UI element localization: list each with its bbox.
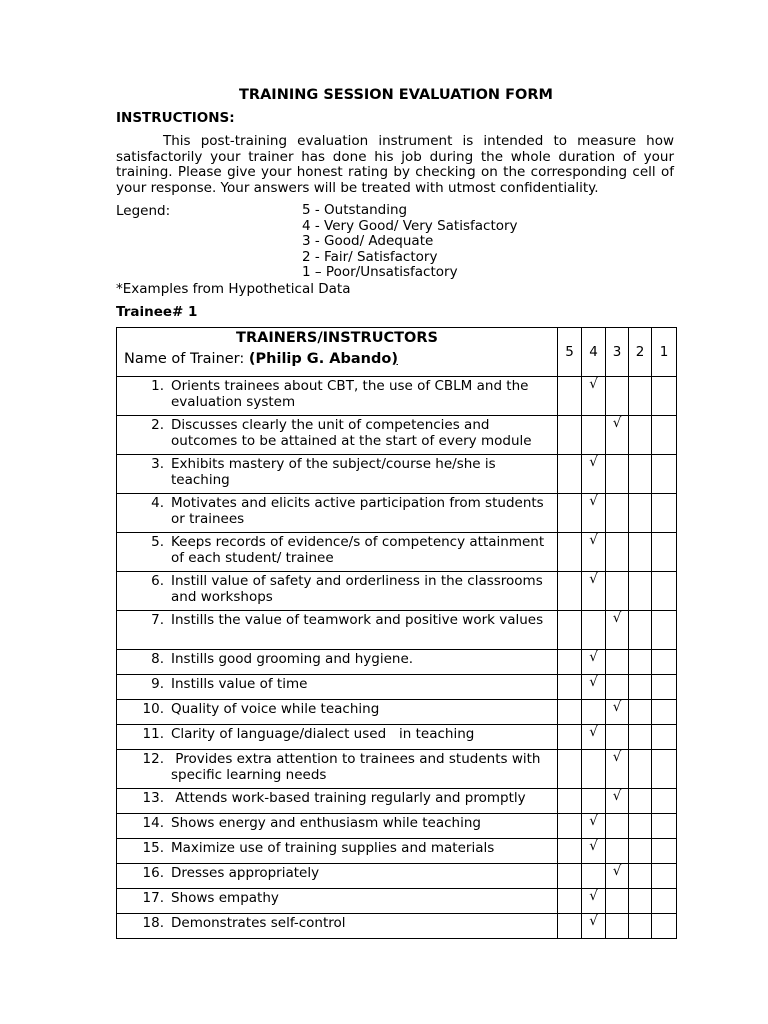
trainer-name-line xyxy=(117,351,557,367)
check-mark: √ xyxy=(589,532,598,548)
rating-cell-5[interactable] xyxy=(558,455,582,494)
table-row xyxy=(117,377,677,416)
rating-cell-5[interactable] xyxy=(558,889,582,914)
evaluation-table xyxy=(116,327,677,939)
legend-item: 3 - Good/ Adequate xyxy=(302,233,434,249)
rating-cell-2[interactable] xyxy=(629,377,652,416)
rating-cell-4[interactable] xyxy=(582,572,606,611)
check-mark: √ xyxy=(589,838,598,854)
rating-cell-1[interactable] xyxy=(652,914,677,939)
rating-cell-3[interactable] xyxy=(606,377,629,416)
trainer-name: (Philip G. Abando xyxy=(248,351,392,367)
criterion-cell xyxy=(117,700,558,725)
rating-cell-1[interactable] xyxy=(652,377,677,416)
criterion-number: 14. xyxy=(142,815,164,831)
rating-cell-1[interactable] xyxy=(652,572,677,611)
rating-cell-3[interactable] xyxy=(606,725,629,750)
criterion-number: 7. xyxy=(151,612,164,628)
rating-cell-4[interactable] xyxy=(582,611,606,650)
criterion-number: 16. xyxy=(142,865,164,881)
criterion-text: Shows energy and enthusiasm while teaching xyxy=(171,815,481,831)
rating-cell-5[interactable] xyxy=(558,700,582,725)
criterion-number: 12. xyxy=(142,751,164,767)
rating-cell-2[interactable] xyxy=(629,572,652,611)
criterion-cell xyxy=(117,864,558,889)
rating-cell-4[interactable] xyxy=(582,416,606,455)
rating-cell-1[interactable] xyxy=(652,533,677,572)
rating-cell-3[interactable] xyxy=(606,889,629,914)
rating-cell-1[interactable] xyxy=(652,864,677,889)
trainers-heading: TRAINERS/INSTRUCTORS xyxy=(236,330,438,346)
rating-cell-4[interactable] xyxy=(582,377,606,416)
rating-cell-3[interactable] xyxy=(606,914,629,939)
criterion-number: 17. xyxy=(142,890,164,906)
criterion-text: Keeps records of evidence/s of competency attainment of each student/ trainee xyxy=(171,534,549,566)
rating-cell-3[interactable] xyxy=(606,572,629,611)
rating-cell-5[interactable] xyxy=(558,814,582,839)
rating-cell-3[interactable] xyxy=(606,455,629,494)
criterion-cell xyxy=(117,814,558,839)
rating-cell-5[interactable] xyxy=(558,377,582,416)
check-mark: √ xyxy=(589,649,598,665)
rating-cell-5[interactable] xyxy=(558,864,582,889)
criterion-text: Quality of voice while teaching xyxy=(171,701,380,717)
legend-item: 1 – Poor/Unsatisfactory xyxy=(302,264,458,280)
criterion-number: 8. xyxy=(151,651,164,667)
examples-note: *Examples from Hypothetical Data xyxy=(116,281,351,297)
rating-cell-3[interactable] xyxy=(606,750,629,789)
criterion-number: 15. xyxy=(142,840,164,856)
criterion-number: 5. xyxy=(151,534,164,550)
trainer-header-cell xyxy=(117,328,558,377)
criterion-cell xyxy=(117,675,558,700)
rating-cell-5[interactable] xyxy=(558,416,582,455)
check-mark: √ xyxy=(589,888,598,904)
rating-cell-1[interactable] xyxy=(652,416,677,455)
rating-cell-4[interactable] xyxy=(582,700,606,725)
criterion-text: Attends work-based training regularly and promptly xyxy=(171,790,526,806)
criterion-cell xyxy=(117,494,558,533)
rating-cell-2[interactable] xyxy=(629,889,652,914)
criterion-number: 3. xyxy=(151,456,164,472)
rating-cell-1[interactable] xyxy=(652,700,677,725)
criterion-text: Exhibits mastery of the subject/course he/she is teaching xyxy=(171,456,500,488)
rating-cell-1[interactable] xyxy=(652,839,677,864)
criterion-cell xyxy=(117,377,558,416)
check-mark: √ xyxy=(589,376,598,392)
table-row xyxy=(117,914,677,939)
check-mark: √ xyxy=(612,699,622,715)
rating-cell-5[interactable] xyxy=(558,839,582,864)
criterion-cell xyxy=(117,750,558,789)
criterion-text: Dresses appropriately xyxy=(171,865,320,881)
rating-cell-4[interactable] xyxy=(582,750,606,789)
rating-cell-2[interactable] xyxy=(629,650,652,675)
criterion-text: Discusses clearly the unit of competencies and outcomes to be attained at the start of every module xyxy=(171,417,532,449)
rating-cell-2[interactable] xyxy=(629,611,652,650)
rating-cell-3[interactable] xyxy=(606,700,629,725)
table-row xyxy=(117,455,677,494)
rating-cell-4[interactable] xyxy=(582,725,606,750)
table-row xyxy=(117,750,677,789)
check-mark: √ xyxy=(589,724,598,740)
criterion-number: 9. xyxy=(151,676,164,692)
criterion-text: Demonstrates self-control xyxy=(171,915,346,931)
criterion-number: 13. xyxy=(142,790,164,806)
criterion-text: Shows empathy xyxy=(171,890,279,906)
legend-item: 2 - Fair/ Satisfactory xyxy=(302,248,438,265)
rating-cell-4[interactable] xyxy=(582,814,606,839)
criterion-text: Instills the value of teamwork and positive work values xyxy=(171,612,544,628)
rating-cell-3[interactable] xyxy=(606,533,629,572)
check-mark: √ xyxy=(589,571,598,587)
criterion-text: Instills value of time xyxy=(171,676,308,692)
rating-header-4: 4 xyxy=(582,328,606,377)
instructions-paragraph: This post-training evaluation instrument is intended to measure how satisfactorily your trainer has done his job during the whole duration of your training. Please give your honest rating by checking on the corresponding cell of your response. Your answers will be treated with utmost confidentiality. xyxy=(116,133,674,196)
rating-cell-1[interactable] xyxy=(652,494,677,533)
rating-cell-2[interactable] xyxy=(629,839,652,864)
rating-cell-4[interactable] xyxy=(582,494,606,533)
rating-cell-3[interactable] xyxy=(606,789,629,814)
rating-cell-5[interactable] xyxy=(558,750,582,789)
rating-cell-2[interactable] xyxy=(629,416,652,455)
check-mark: √ xyxy=(612,610,622,626)
criterion-cell xyxy=(117,839,558,864)
rating-header-1: 1 xyxy=(652,328,677,377)
table-row xyxy=(117,889,677,914)
criterion-cell xyxy=(117,889,558,914)
check-mark: √ xyxy=(589,674,598,690)
criterion-number: 11. xyxy=(142,726,164,742)
criteria-list xyxy=(117,377,677,939)
rating-cell-4[interactable] xyxy=(582,675,606,700)
rating-cell-3[interactable] xyxy=(606,494,629,533)
rating-cell-3[interactable] xyxy=(606,650,629,675)
rating-cell-5[interactable] xyxy=(558,675,582,700)
criterion-cell xyxy=(117,572,558,611)
rating-cell-2[interactable] xyxy=(629,814,652,839)
criterion-text: Provides extra attention to trainees and students with specific learning needs xyxy=(171,751,545,783)
rating-cell-3[interactable] xyxy=(606,839,629,864)
legend-label: Legend: xyxy=(116,203,171,219)
check-mark: √ xyxy=(589,454,598,470)
rating-cell-2[interactable] xyxy=(629,864,652,889)
rating-cell-3[interactable] xyxy=(606,814,629,839)
rating-cell-2[interactable] xyxy=(629,455,652,494)
table-row xyxy=(117,864,677,889)
table-row xyxy=(117,416,677,455)
criterion-number: 10. xyxy=(142,701,164,717)
criterion-cell xyxy=(117,416,558,455)
table-row xyxy=(117,789,677,814)
criterion-cell xyxy=(117,455,558,494)
criterion-number: 4. xyxy=(151,495,164,511)
rating-cell-1[interactable] xyxy=(652,650,677,675)
rating-cell-2[interactable] xyxy=(629,700,652,725)
rating-cell-2[interactable] xyxy=(629,533,652,572)
rating-cell-2[interactable] xyxy=(629,675,652,700)
rating-cell-4[interactable] xyxy=(582,455,606,494)
table-row xyxy=(117,839,677,864)
rating-cell-2[interactable] xyxy=(629,750,652,789)
check-mark: √ xyxy=(612,415,622,431)
criterion-cell xyxy=(117,533,558,572)
rating-cell-1[interactable] xyxy=(652,889,677,914)
criterion-cell xyxy=(117,789,558,814)
legend-item: 4 - Very Good/ Very Satisfactory xyxy=(302,217,518,234)
criterion-text: Motivates and elicits active participation from students or trainees xyxy=(171,495,548,527)
rating-cell-1[interactable] xyxy=(652,725,677,750)
rating-cell-1[interactable] xyxy=(652,675,677,700)
table-row xyxy=(117,814,677,839)
rating-cell-3[interactable] xyxy=(606,611,629,650)
rating-cell-5[interactable] xyxy=(558,789,582,814)
rating-cell-2[interactable] xyxy=(629,494,652,533)
rating-cell-5[interactable] xyxy=(558,914,582,939)
rating-cell-5[interactable] xyxy=(558,725,582,750)
check-mark: √ xyxy=(589,913,598,929)
criterion-number: 2. xyxy=(151,417,164,433)
criterion-text: Maximize use of training supplies and materials xyxy=(171,840,495,856)
rating-header-5: 5 xyxy=(558,328,582,377)
rating-cell-1[interactable] xyxy=(652,611,677,650)
table-row xyxy=(117,572,677,611)
trainer-name-close: ) xyxy=(391,351,398,367)
check-mark: √ xyxy=(612,749,622,765)
rating-cell-5[interactable] xyxy=(558,650,582,675)
check-mark: √ xyxy=(612,863,622,879)
rating-cell-4[interactable] xyxy=(582,889,606,914)
rating-cell-4[interactable] xyxy=(582,533,606,572)
rating-cell-4[interactable] xyxy=(582,650,606,675)
rating-cell-2[interactable] xyxy=(629,725,652,750)
criterion-text: Orients trainees about CBT, the use of CBLM and the evaluation system xyxy=(171,378,533,410)
table-row xyxy=(117,533,677,572)
rating-cell-5[interactable] xyxy=(558,611,582,650)
rating-cell-5[interactable] xyxy=(558,572,582,611)
trainer-name-label: Name of Trainer: xyxy=(124,351,249,367)
rating-cell-3[interactable] xyxy=(606,864,629,889)
criterion-number: 1. xyxy=(151,378,164,394)
check-mark: √ xyxy=(612,788,622,804)
table-row xyxy=(117,611,677,650)
table-row xyxy=(117,675,677,700)
rating-cell-4[interactable] xyxy=(582,789,606,814)
rating-header-3: 3 xyxy=(606,328,629,377)
table-row xyxy=(117,494,677,533)
form-title: TRAINING SESSION EVALUATION FORM xyxy=(239,87,553,103)
criterion-cell xyxy=(117,650,558,675)
criterion-number: 6. xyxy=(151,573,164,589)
rating-cell-4[interactable] xyxy=(582,839,606,864)
rating-cell-1[interactable] xyxy=(652,750,677,789)
table-row xyxy=(117,650,677,675)
criterion-text: Clarity of language/dialect used in teaching xyxy=(171,726,475,742)
table-row xyxy=(117,725,677,750)
rating-cell-3[interactable] xyxy=(606,416,629,455)
criterion-text: Instills good grooming and hygiene. xyxy=(171,651,414,667)
rating-cell-2[interactable] xyxy=(629,789,652,814)
rating-cell-4[interactable] xyxy=(582,914,606,939)
rating-cell-3[interactable] xyxy=(606,675,629,700)
table-row xyxy=(117,700,677,725)
criterion-cell xyxy=(117,914,558,939)
rating-cell-1[interactable] xyxy=(652,789,677,814)
check-mark: √ xyxy=(589,493,598,509)
rating-cell-2[interactable] xyxy=(629,914,652,939)
criterion-cell xyxy=(117,725,558,750)
criterion-number: 18. xyxy=(142,915,164,931)
rating-cell-1[interactable] xyxy=(652,814,677,839)
rating-cell-5[interactable] xyxy=(558,494,582,533)
criterion-cell xyxy=(117,611,558,650)
instructions-heading: INSTRUCTIONS: xyxy=(116,110,235,126)
check-mark: √ xyxy=(589,813,598,829)
legend-list xyxy=(302,203,518,281)
rating-cell-5[interactable] xyxy=(558,533,582,572)
trainee-label: Trainee# 1 xyxy=(116,304,198,320)
criterion-text: Instill value of safety and orderliness in the classrooms and workshops xyxy=(171,573,548,605)
rating-header-2: 2 xyxy=(629,328,652,377)
table-header-row xyxy=(117,328,677,377)
legend-item: 5 - Outstanding xyxy=(302,202,408,218)
rating-cell-4[interactable] xyxy=(582,864,606,889)
rating-cell-1[interactable] xyxy=(652,455,677,494)
